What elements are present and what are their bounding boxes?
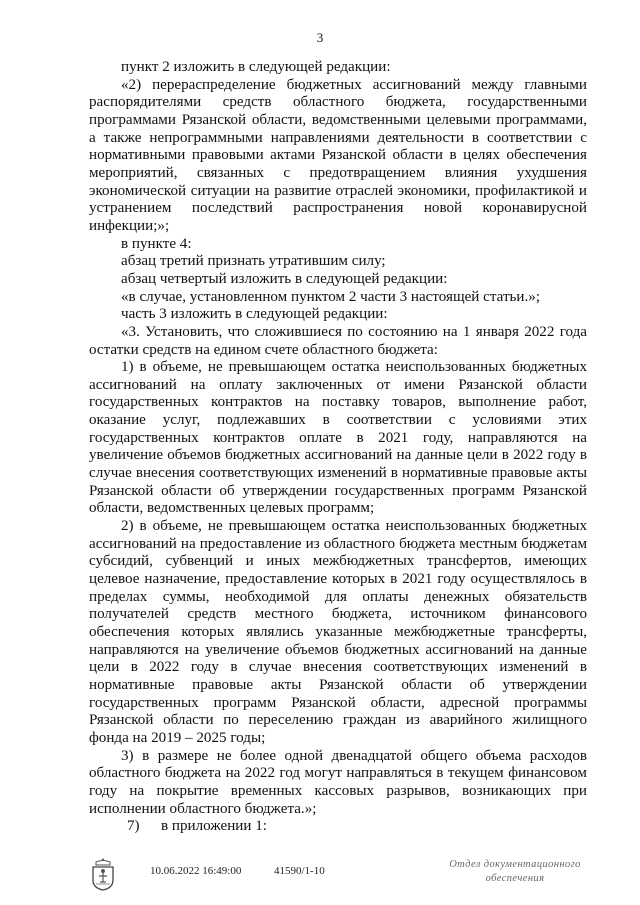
paragraph-point-2-intro: пункт 2 изложить в следующей редакции:: [121, 59, 391, 75]
ryazan-coat-of-arms-icon: [88, 856, 118, 892]
paragraph-point-4-intro: в пункте 4:: [121, 235, 192, 252]
paragraph-abzac-4-intro: абзац четвертый изложить в следующей редакции:: [121, 270, 448, 287]
paragraph-item-7: [89, 818, 587, 836]
paragraph-point-2-text: «2) перераспределение бюджетных ассигнований между главными распорядителями средств областного бюджета, государственными программами Рязанской области, ведомственными целевыми программами, а также непрограммными направлениями деятельности в соответствии с нормативными правовыми актами Рязанской области в целях обеспечения мероприятий, связанных с предотвращением влияния ухудшения экономической ситуации на развитие отраслей экономики, профилактикой и устранением последствий распространения новой коронавирусной инфекции;»;: [89, 76, 587, 234]
paragraph-item-3: 3) в размере не более одной двенадцатой общего объема расходов областного бюджета на 2022 год могут направляться в текущем финансовом году на покрытие временных кассовых разрывов, возникающих при исполнении областного бюджета.»;: [89, 747, 587, 817]
document-body: [89, 59, 587, 836]
department-stamp-line-2: обеспечения: [485, 873, 545, 884]
item-7-text: в приложении 1:: [161, 818, 267, 835]
paragraph-part-3-text: «3. Установить, что сложившиеся по состоянию на 1 января 2022 года остатки средств на едином счете областного бюджета:: [89, 323, 587, 358]
paragraph-part-3-intro: часть 3 изложить в следующей редакции:: [121, 306, 388, 323]
department-stamp-line-1: Отдел документационного: [449, 859, 581, 870]
footer-registration-number: 41590/1-10: [274, 865, 325, 877]
page-number: 3: [316, 30, 324, 45]
paragraph-abzac-4-text: «в случае, установленном пунктом 2 части 3 настоящей статьи.»;: [121, 288, 541, 305]
paragraph-abzac-3: абзац третий признать утратившим силу;: [121, 253, 386, 270]
department-stamp: [440, 858, 590, 886]
footer-timestamp: 10.06.2022 16:49:00: [150, 865, 242, 877]
page-footer: [0, 856, 640, 896]
paragraph-item-2: 2) в объеме, не превышающем остатка неиспользованных бюджетных ассигнований на предоставление из областного бюджета местным бюджетам субсидий, субвенций и иных межбюджетных трансфертов, имеющих целевое назначение, предоставление которых в 2021 году осуществлялось в пределах суммы, необходимой для оплаты денежных обязательств получателей средств местного бюджета, источником финансового обеспечения которых являлись указанные межбюджетные трансферты, направляются на увеличение объемов бюджетных ассигнований на данные цели в 2022 году в случае внесения соответствующих изменений в нормативные правовые акты Рязанской области об утверждении государственных программ Рязанской области, адресной программы Рязанской области по переселению граждан из аварийного жилищного фонда на 2019 – 2025 годы;: [89, 518, 587, 746]
paragraph-item-1: 1) в объеме, не превышающем остатка неиспользованных бюджетных ассигнований на оплату заключенных от имени Рязанской области государственных контрактов на поставку товаров, выполнение работ, оказание услуг, подлежавших в соответствии с условиями этих государственных контрактов оплате в 2021 году, направляются на увеличение объемов бюджетных ассигнований на данные цели в 2022 году в случае внесения соответствующих изменений в нормативные правовые акты Рязанской области об утверждении государственных программ Рязанской области, ведомственных целевых программ;: [89, 359, 587, 517]
item-7-number: 7): [127, 818, 140, 835]
